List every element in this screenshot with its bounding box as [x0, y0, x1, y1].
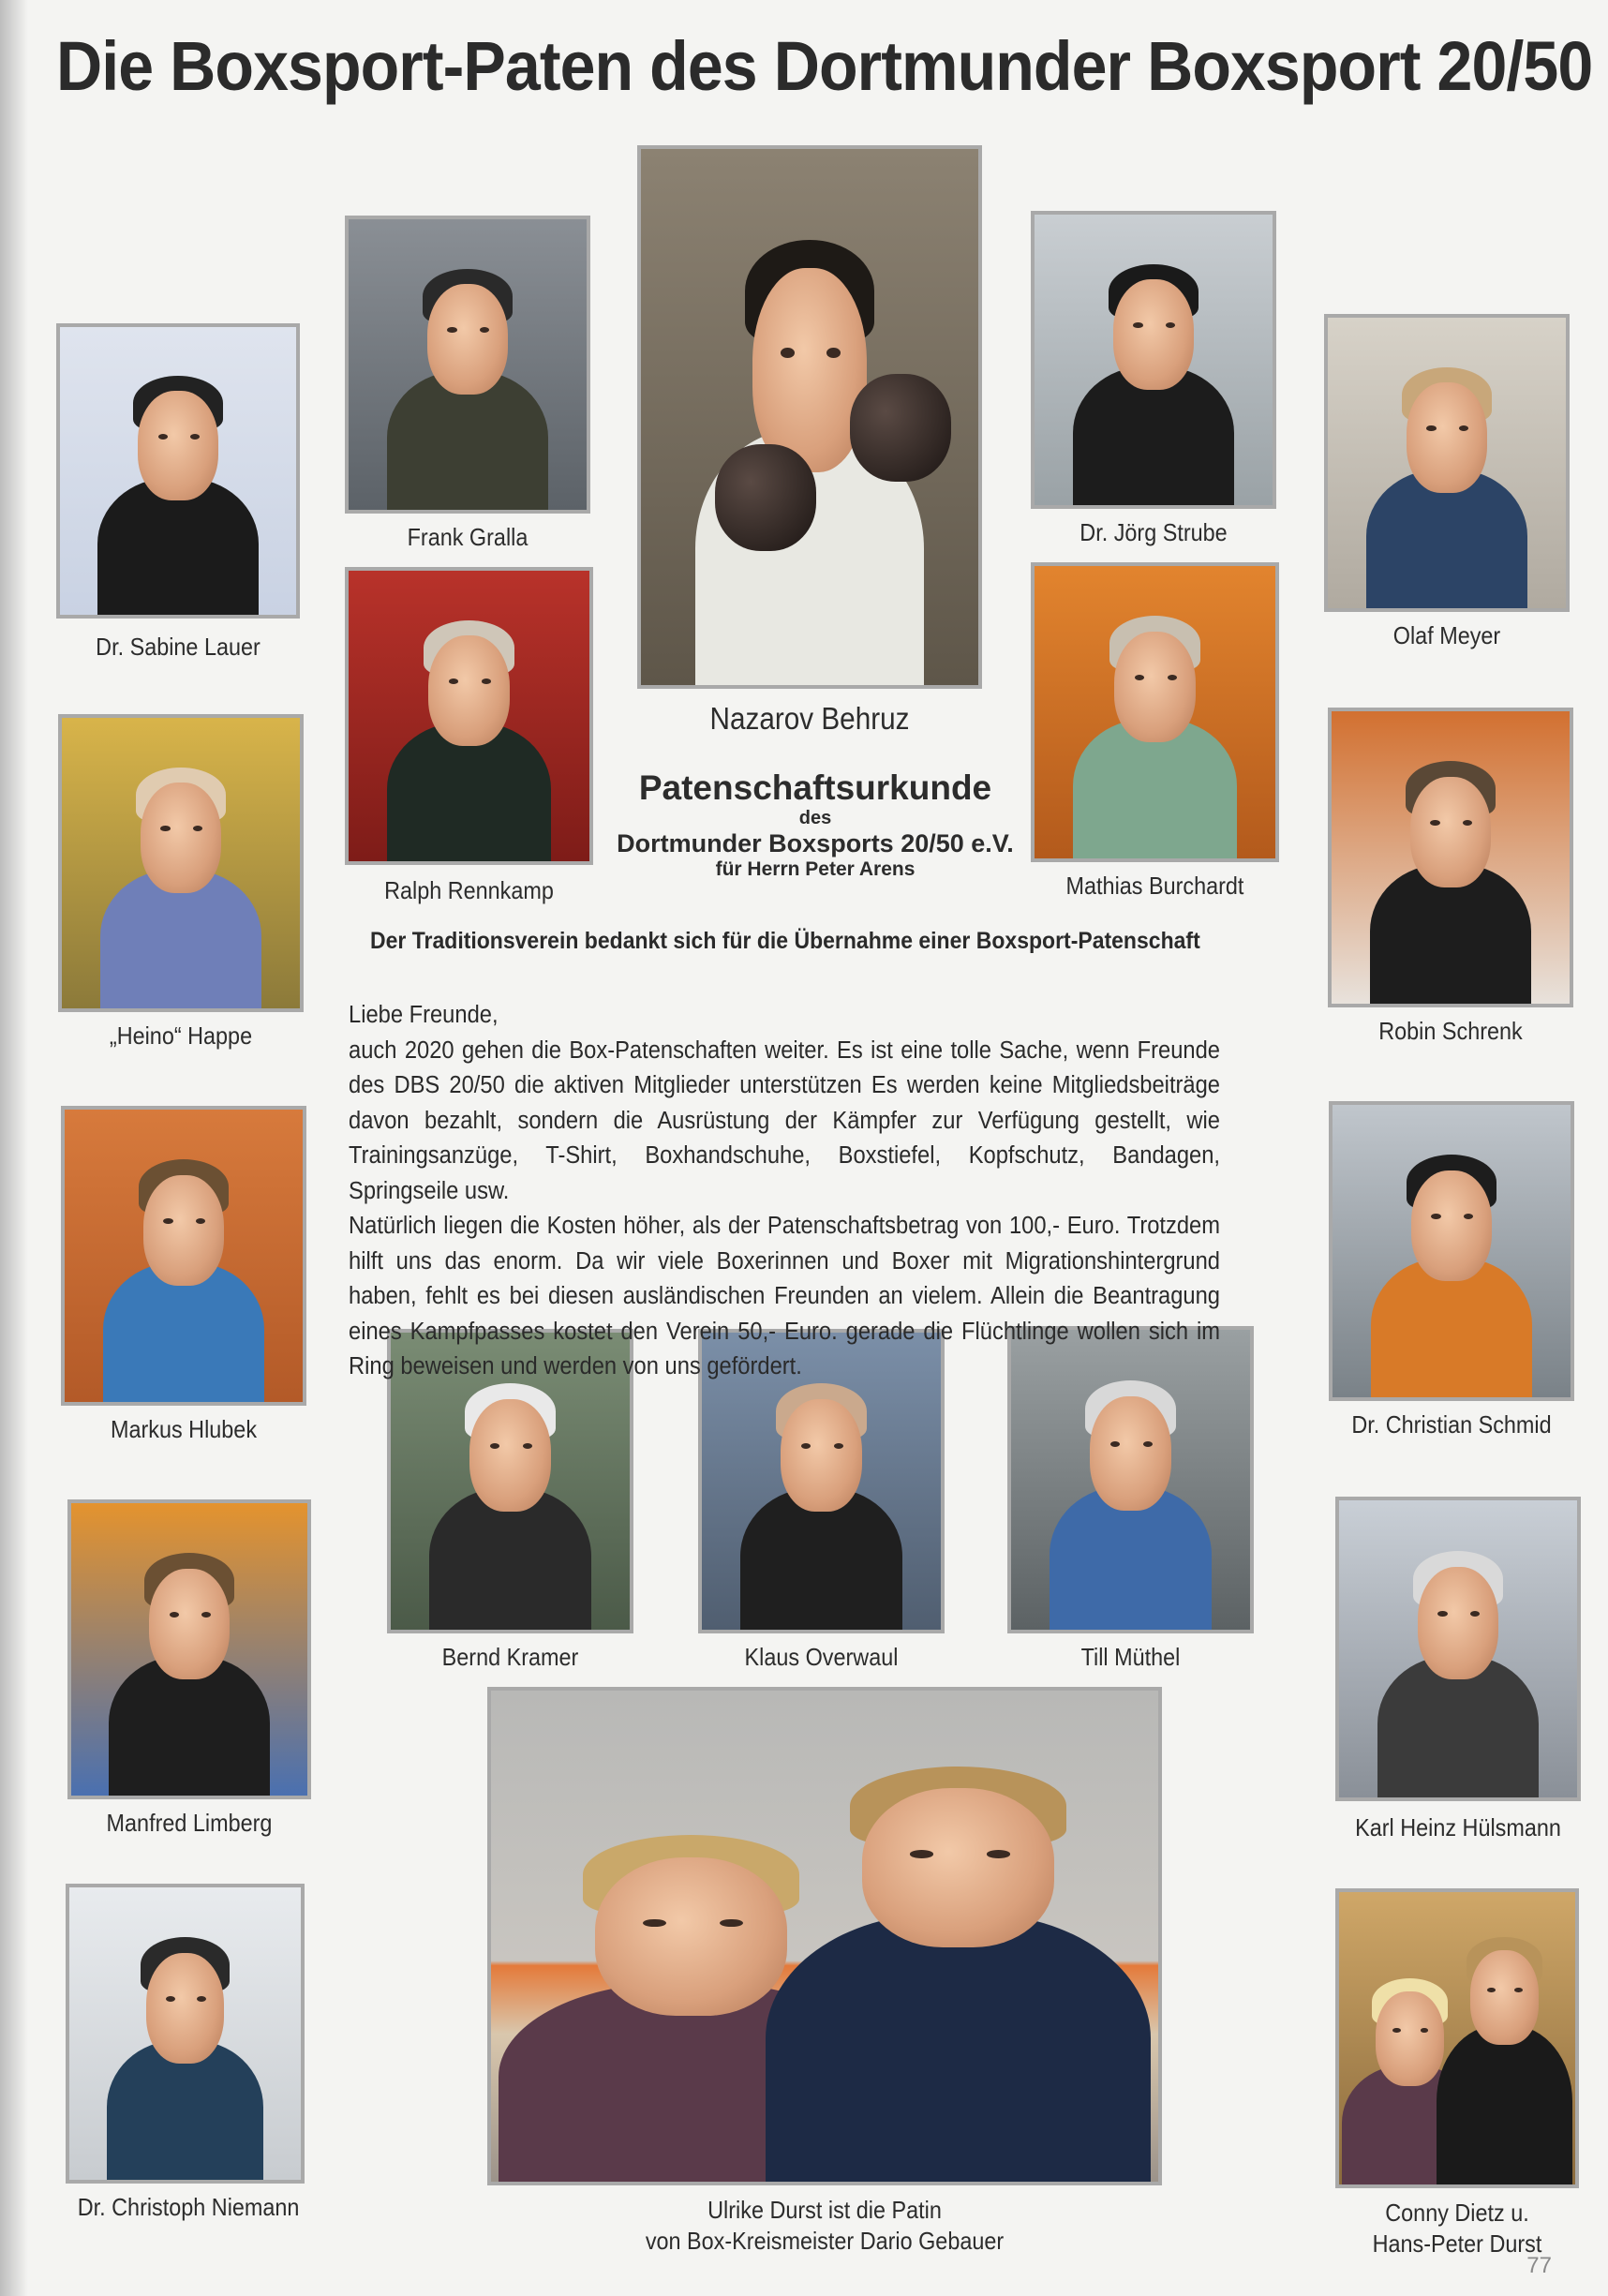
person-eye	[166, 1996, 175, 2002]
person-eye	[196, 1218, 205, 1224]
sponsor-name: Klaus Overwaul	[744, 1643, 899, 1671]
person-face	[1407, 382, 1487, 493]
portrait-photo	[637, 145, 982, 689]
certificate-recipient: für Herrn Peter Arens	[715, 858, 916, 880]
person-face	[1470, 1950, 1539, 2045]
person-face	[1418, 1567, 1498, 1679]
person-face	[1376, 1991, 1444, 2086]
person-face	[862, 1788, 1055, 1946]
person-eye	[1110, 1441, 1120, 1447]
person-eye	[1437, 1611, 1447, 1617]
person-face	[143, 1175, 224, 1287]
sponsor-name: Olaf Meyer	[1392, 621, 1501, 649]
page-gutter-shadow	[0, 0, 28, 2296]
person-face	[138, 391, 218, 500]
person-eye	[158, 434, 168, 440]
person-eye	[193, 826, 202, 831]
person-eye	[163, 1218, 172, 1224]
sponsor-name: Dr. Sabine Lauer	[96, 633, 261, 661]
sponsor-name: Till Müthel	[1080, 1643, 1181, 1671]
sponsor-name: Manfred Limberg	[106, 1809, 273, 1837]
portrait-photo	[58, 714, 304, 1012]
person-eye	[170, 1612, 179, 1618]
person-eye	[910, 1850, 933, 1857]
letter-greeting: Liebe Freunde,	[349, 1002, 499, 1028]
sponsor-name: Mathias Burchardt	[1065, 872, 1244, 900]
portrait-photo	[1031, 211, 1276, 509]
letter-paragraph-1: auch 2020 gehen die Box-Patenschaften weiter. Es ist eine tolle Sache, wenn Freunde des DBS 20/50 die aktiven Mitglieder unterstützen Es werden keine Mitgliedsbeiträge davon bezahlt, sondern die Ausrüstung der Kämpfer zur Verfügung gestellt, wie Trainingsanzüge, T-Shirt, Boxhandschuhe, Boxstiefel, Kopfschutz, Bandagen, Springseile usw.	[349, 1036, 1220, 1204]
person-eye	[1464, 1214, 1473, 1219]
person-face	[141, 783, 221, 893]
page-title: Die Boxsport-Paten des Dortmunder Boxsport 20/50	[56, 27, 1593, 105]
person-face	[595, 1857, 788, 2016]
letter-paragraph-2: Natürlich liegen die Kosten höher, als der Patenschaftsbetrag von 100,- Euro. Trotzdem hilft uns das enorm. Da wir viele Boxerinnen und Boxer mit Migrationshintergrund haben, fehlt es bei diesen ausländischen Freunden an vielem. Allein die Beantragung eines Kampfpasses kostet den Verein 50,- Euro. gerade die Flüchtlinge wollen sich im Ring beweisen und werden von uns gefördert.	[349, 1213, 1220, 1379]
portrait-photo	[66, 1884, 305, 2184]
person-eye	[1459, 425, 1468, 431]
person-face	[149, 1569, 230, 1680]
person-face	[146, 1953, 225, 2065]
portrait-photo	[1324, 314, 1570, 612]
sponsor-name-line-2: von Box-Kreismeister Dario Gebauer	[645, 2227, 1005, 2255]
person-eye	[197, 1996, 206, 2002]
sponsor-name: Frank Gralla	[407, 523, 529, 551]
letter-text	[349, 998, 1220, 1385]
person-torso	[766, 1914, 1152, 2185]
person-face	[1411, 1170, 1492, 1282]
person-torso	[1437, 2025, 1573, 2188]
sponsor-name: Ulrike Durst ist die Patin	[707, 2196, 942, 2224]
sponsor-name: Bernd Kramer	[441, 1643, 579, 1671]
person-face	[428, 635, 510, 746]
sponsor-name: Dr. Christian Schmid	[1351, 1410, 1552, 1439]
person-eye	[1143, 1441, 1153, 1447]
person-eye	[482, 678, 491, 684]
person-eye	[801, 1443, 811, 1449]
sponsor-name: Ralph Rennkamp	[384, 876, 554, 904]
person-eye	[1463, 820, 1472, 826]
person-eye	[1431, 1214, 1440, 1219]
person-eye	[834, 1443, 843, 1449]
sponsor-name: „Heino“ Happe	[109, 1021, 253, 1050]
person-eye	[1133, 322, 1142, 328]
person-face	[1410, 777, 1491, 888]
certificate-des: des	[798, 808, 832, 828]
sponsor-name: Markus Hlubek	[110, 1415, 258, 1443]
person-eye	[190, 434, 200, 440]
sponsor-name: Conny Dietz u.	[1385, 2199, 1529, 2227]
thanks-headline: Der Traditionsverein bedankt sich für die Übernahme einer Boxsport-Patenschaft	[370, 928, 1200, 954]
person-eye	[160, 826, 170, 831]
person-eye	[449, 678, 458, 684]
person-face	[469, 1399, 551, 1512]
certificate-org: Dortmunder Boxsports 20/50 e.V.	[617, 829, 1014, 857]
portrait-photo	[1328, 708, 1573, 1007]
certificate-block	[600, 768, 1031, 881]
portrait-photo	[1335, 1497, 1581, 1801]
person-eye	[1514, 1988, 1523, 1992]
sponsor-name: Karl Heinz Hülsmann	[1355, 1813, 1561, 1841]
person-eye	[1470, 1611, 1480, 1617]
person-eye	[1135, 675, 1144, 680]
sponsor-name: Dr. Jörg Strube	[1079, 518, 1228, 546]
portrait-photo	[345, 216, 590, 514]
portrait-photo	[1335, 1888, 1579, 2188]
person-face	[1090, 1396, 1171, 1511]
person-eye	[1166, 322, 1175, 328]
sponsor-name: Dr. Christoph Niemann	[77, 2193, 300, 2221]
person-face	[1114, 632, 1196, 743]
portrait-photo	[1329, 1101, 1574, 1401]
portrait-photo	[487, 1687, 1162, 2185]
portrait-photo	[345, 567, 593, 865]
person-face	[427, 284, 508, 395]
person-eye	[1430, 820, 1439, 826]
person-eye	[447, 327, 456, 333]
person-eye	[201, 1612, 211, 1618]
sponsor-name-line-2: Hans-Peter Durst	[1372, 2229, 1542, 2258]
certificate-heading: Patenschaftsurkunde	[638, 768, 992, 807]
boxing-glove-icon	[850, 374, 951, 481]
person-face	[781, 1399, 862, 1512]
portrait-photo	[67, 1499, 311, 1799]
portrait-photo	[61, 1106, 306, 1406]
person-eye	[490, 1443, 499, 1449]
sponsor-name: Nazarov Behruz	[709, 701, 910, 736]
boxing-glove-icon	[715, 444, 816, 551]
person-eye	[1487, 1988, 1496, 1992]
person-eye	[480, 327, 489, 333]
person-eye	[1426, 425, 1436, 431]
person-face	[1113, 279, 1194, 390]
person-eye	[987, 1850, 1010, 1857]
person-eye	[523, 1443, 532, 1449]
portrait-photo	[1031, 562, 1279, 862]
sponsor-name: Robin Schrenk	[1378, 1017, 1523, 1045]
portrait-photo	[56, 323, 300, 619]
person-eye	[1168, 675, 1177, 680]
page-number: 77	[1526, 2253, 1552, 2278]
